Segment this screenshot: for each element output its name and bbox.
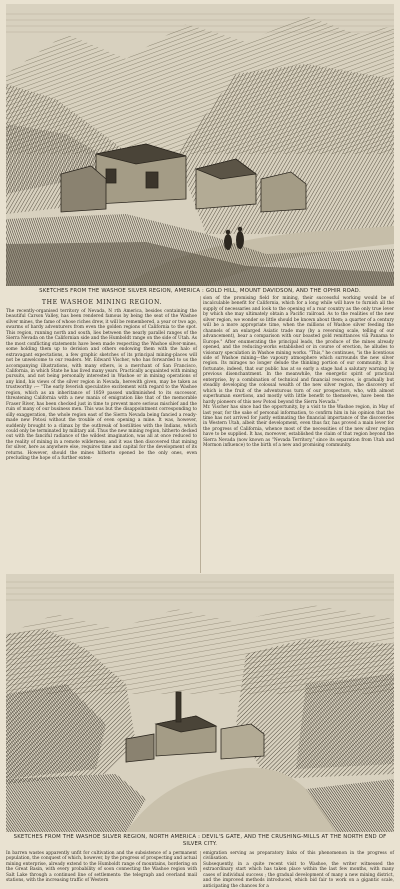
- column-divider: [200, 296, 201, 573]
- engraving-gold-hill: [6, 4, 394, 286]
- article-title: THE WASHOE MINING REGION.: [41, 299, 163, 306]
- caption-top: SKETCHES FROM THE WASHOE SILVER REGION, AMERICA : GOLD HILL, MOUNT DAVIDSON, AND THE OPHIR ROAD.: [39, 288, 361, 294]
- engraving-devils-gate-art: [6, 574, 394, 832]
- article-column-left: The recently-organised territory of Nevada, N rth America, besides containing the beautiful Carson Valley, has been rendered famous by being the seat of the Washoe silver mines, the fame of whose riches drew, it will be remembered, a year or two ago, swarms of hardy adventurers from even the golden regions of California to the spot. This region, running north and south, lies between the nearly parallel ranges of the Sierra Nevada on the Californian side and the Humboldt range on the side of Utah. As the most conflicting statements have been made respecting the Washoe silver-mines, some holding them up to derision and others endowing them with the halo of extravagant expectations, a few graphic sketches of its principal mining-places will not be unwelcome to our readers. Mr. Edward Vischer, who has forwarded to us the accompanying illustrations, with many others, is a merchant of San Francisco, California, in which State he has lived many years. Practically acquainted with mining pursuits, and not being personally interested in Washoe or in mining operations of any kind, his views of the silver region in Nevada, herewith given, may be taken as trustworthy :— "The early feverish speculative excitement with regard to the Washoe region, which as an inheritance of 1859 passed undiminished to its successor, threatening California with a new mania of emigration like that of the memorable Fraser River, has been checked just in time to prevent more serious mischief and the ruin of many of our business men. This was but the disappointment corresponding to silly exaggeration, the whole region east of the Sierra Nevada being fancied a ready-made new Potosi without the trouble of even opening a mine. It was, however, suddenly brought to a climax by the outbreak of hostilities with the Indians, which could only be terminated by military aid. Thus the new mining region, hitherto decked out with the fanciful radiance of the wildest imagination, was all at once reduced to the reality of mining in a remote wilderness; and it was then discovered that mining for silver, here as anywhere else, requires time and capital for the development of its returns. However, should the mines hitherto opened be the only ones, even precluding the hope of a further exten-: [6, 309, 197, 462]
- engraving-devils-gate: [6, 574, 394, 832]
- engraving-gold-hill-art: [6, 4, 394, 286]
- column-divider-bottom: [200, 851, 201, 872]
- article-column-bottom-left: In barren wastes apparently unfit for cultivation and the subsistence of a permanent population, the conquest of which, however, by the progress of prospecting and actual mining enterprise, already extend to the Humboldt range of mountains, bordering on the Great Basin, with every probability of soon connecting the Washoe region with Salt Lake through a continued line of settlements: the telegraph and overland mail stations, with the increasing traffic of Western: [6, 851, 197, 884]
- article-column-right: sion of the promising field for mining, their successful working would be of incalculable benefit for California, which for a long while will have to furnish all the supply of necessaries and look to the opening of a roar country as the only true lever by which she may ultimately obtain a Pacific railroad. As to the realities of the new silver region, we wonder so little should be known about them; a quarter of a century will be a more appropriate time, when the millions of Washoe silver feeding the channels of an enlarged Asiatic trade may (by a reversing scale, telling of our advancement), bear a comparison with our boasted gold remittances viâ Panama to Europe." After enumerating the principal leads, the produce of the mines already opened, and the reducing-works established or in course of erection, he alludes to visionary speculation in Washoe mining works. "This," he continues, "is the licentious side of Washoe mining—the vapoury atmosphere which surrounds the new silver region. Its mirages no longer delude the thinking portion of our community. It is fortunate, indeed, that our public has at so early a stage had a salutary warning by previous disenchantment. In the meanwhile, the energetic spirit of practical enterprise, by a combination of technical and financial resources, is gradually but steadily developing the colossal wealth of the new silver region, the discovery of which is the fruit of the adventurous turn of our prospectors, who, with almost superhuman exertions, and mostly with little benefit to themselves, have been the hardy pioneers of this new Potosi beyond the Sierra Nevada." Mr. Vischer has since had the opportunity, by a visit to the Washoe region, in May of last year, for the sake of personal information, to confirm him in his opinion that the time has not arrived for justly estimating the financial importance of the discoveries in Western Utah, albeit their development, even thus far, has proved a main lever for the progress of California, whence most of the necessities of the new silver region have to be supplied. It has, moreover, established the claim of that region beyond the Sierra Nevada (now known as "Nevada Territory," since its separation from Utah and Mormon influence) to the birth of a new and promising community.: [203, 296, 394, 449]
- article-column-bottom-right: emigration serving as preparatory links of this phenomenon in the progress of civilisation. Subsequently, in a quite recent visit to Washoe, the writer witnessed the extraordinary start which has taken place within the last few months, with many cases of individual success ; the gradual development of many a new mining district, and the improved methods introduced, which bid fair to work on a gigantic scale, anticipating the chances for a: [203, 851, 394, 889]
- caption-bottom: SKETCHES FROM THE WASHOE SILVER REGION, NORTH AMERICA : DEVIL'S GATE, AND THE CRUSHING-MILLS AT THE NORTH END OF SILVER CITY.: [13, 834, 387, 847]
